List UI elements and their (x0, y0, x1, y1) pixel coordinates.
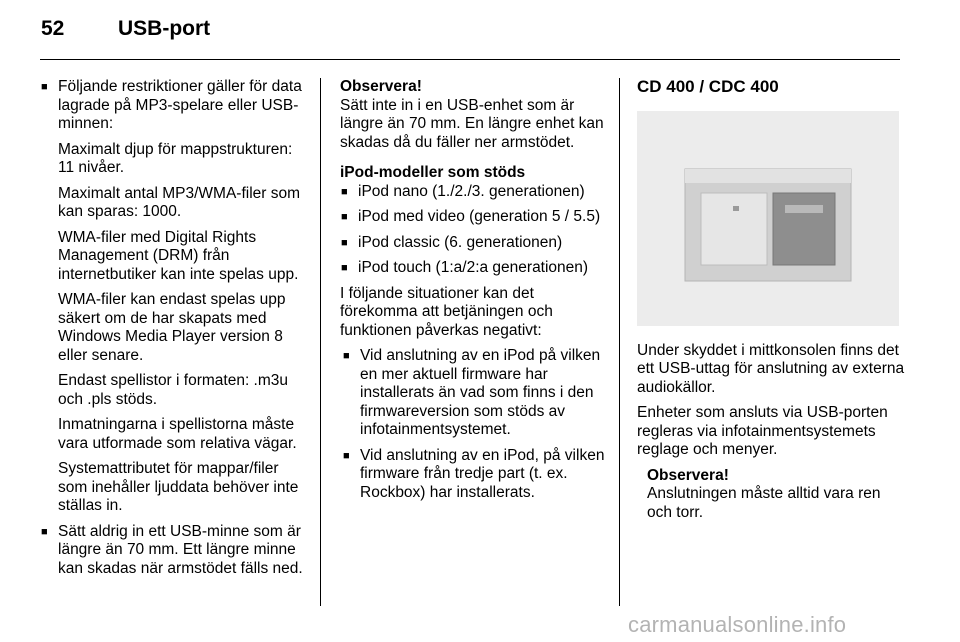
section-heading: CD 400 / CDC 400 (637, 77, 779, 96)
note-title: Observera! (340, 78, 422, 95)
restriction-item: WMA-filer med Digital Rights Management (DRM) från internetbutiker kan inte spelas upp. (58, 228, 299, 283)
header-rule (40, 59, 900, 60)
bullet-restrictions: ■ Följande restriktioner gäller för data lagrade på MP3-spelare eller USB-minnen: (40, 78, 308, 134)
ipod-model-item: ■ iPod touch (1:a/2:a generationen) (340, 259, 608, 278)
watermark: carmanualsonline.info (628, 612, 847, 637)
situation-intro: I följande situationer kan det förekomma att betjäningen och funktionen påverkas negativt: (340, 284, 553, 339)
paragraph-usb-control: Enheter som ansluts via USB-porten regleras via infotainmentsystemets reglage och menyer. (637, 404, 888, 458)
column-divider-1 (320, 78, 321, 606)
column-3 (637, 78, 907, 522)
note-text: Anslutningen måste alltid vara ren och torr. (647, 485, 881, 521)
note-box (340, 78, 608, 152)
situation-item: ■ Vid anslutning av en iPod, på vilken firmware från tredje part (t. ex. Rockbox) har installerats. (342, 447, 608, 503)
page-title: USB-port (118, 17, 211, 40)
restriction-item: Endast spellistor i formaten: .m3u och .pls stöds. (58, 372, 289, 408)
ipod-model-item: ■ iPod med video (generation 5 / 5.5) (340, 208, 608, 227)
restriction-item: WMA-filer kan endast spelas upp säkert om de har skapats med Windows Media Player version 8 eller senare. (58, 291, 286, 364)
column-2 (340, 78, 608, 509)
note-text: Sätt inte in i en USB-enhet som är längre än 70 mm. En längre enhet kan skadas då du fäller ner armstödet. (340, 96, 604, 151)
paragraph-usb-location: Under skyddet i mittkonsolen finns det ett USB-uttag för anslutning av externa audiokällor. (637, 341, 905, 396)
usb-port-drawing (637, 111, 899, 326)
note-box (637, 467, 907, 523)
usb-port-illustration (637, 111, 899, 326)
column-1 (40, 78, 308, 585)
column-divider-2 (619, 78, 620, 606)
ipod-model-item: ■ iPod classic (6. generationen) (340, 234, 608, 253)
page-number: 52 (41, 17, 65, 40)
situation-item: ■ Vid anslutning av en iPod på vilken en mer aktuell firmware har installerats än vad som finns i den firmwareversion som stöds av infotainmentsystemet. (342, 347, 608, 440)
bullet-usb-length: ■ Sätt aldrig in ett USB-minne som är längre än 70 mm. Ett längre minne kan skadas när armstödet fälls ned. (40, 523, 308, 579)
restriction-item: Systemattributet för mappar/filer som inehåller ljuddata behöver inte ställas in. (58, 460, 299, 514)
note-title: Observera! (647, 466, 729, 484)
ipod-heading: iPod-modeller som stöds (340, 164, 526, 181)
restriction-item: Maximalt djup för mappstrukturen: 11 nivåer. (58, 140, 293, 176)
restriction-item: Maximalt antal MP3/WMA-filer som kan sparas: 1000. (58, 184, 301, 220)
page-header (0, 0, 960, 60)
ipod-model-item: ■ iPod nano (1./2./3. generationen) (340, 183, 608, 202)
restriction-item: Inmatningarna i spellistorna måste vara utformade som relativa vägar. (58, 416, 297, 452)
